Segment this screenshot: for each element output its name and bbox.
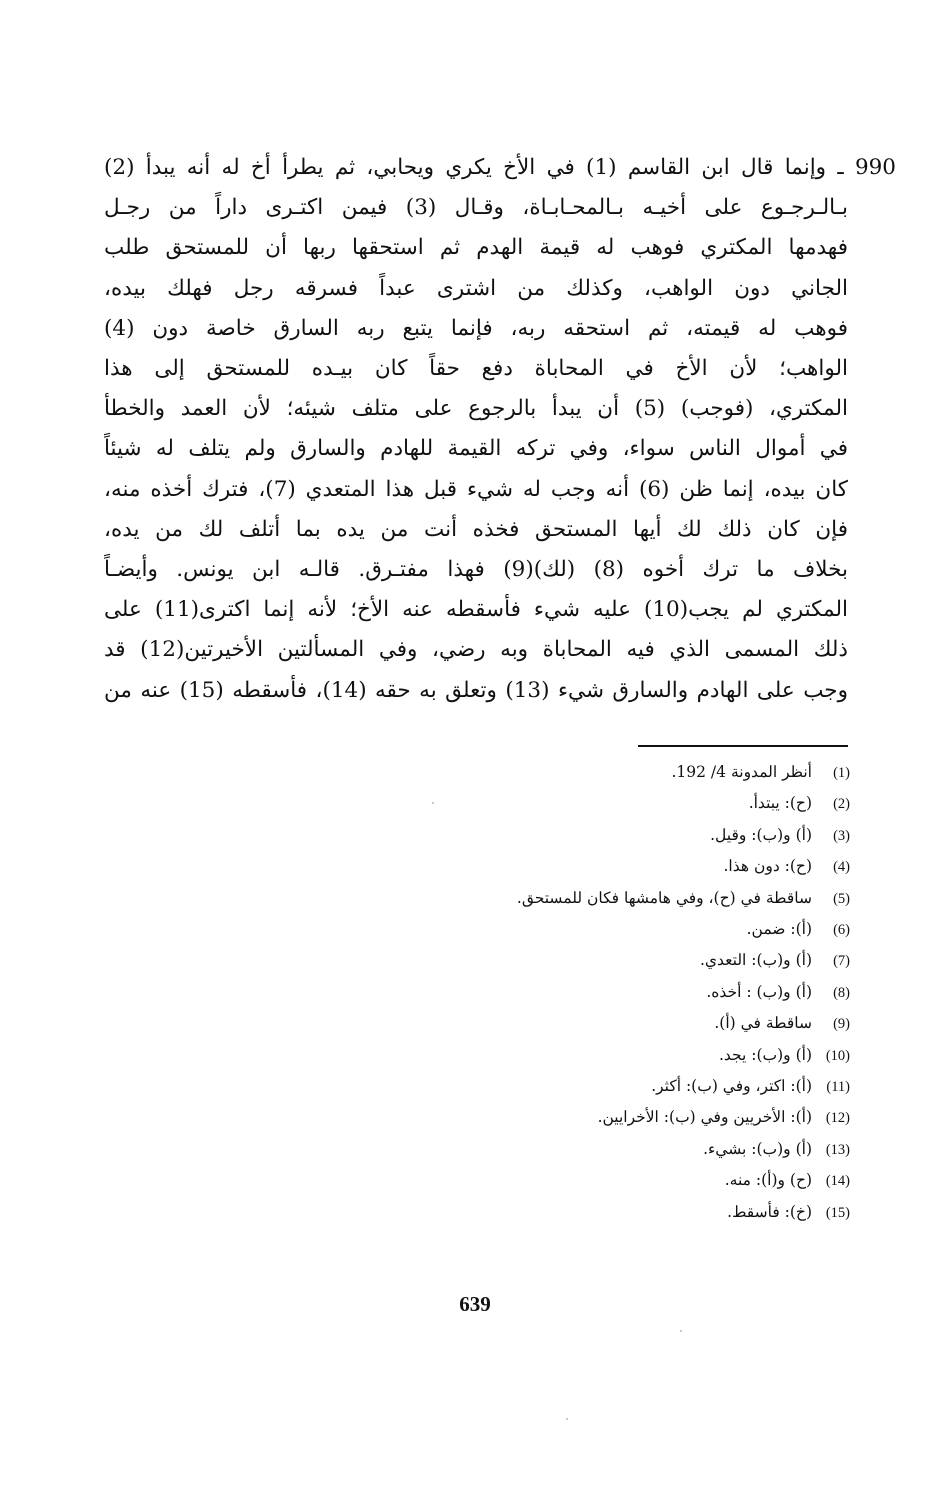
footnote-item — [250, 1008, 850, 1039]
footnote-number: (11) — [826, 1079, 850, 1096]
text-line: فوهب له قيمته، ثم استحقه ربه، فإنما يتبع ربه السارق خاصة دون (4) — [104, 315, 848, 341]
text-line: بخلاف ما ترك أخوه (8) (لك)(9) فهذا مفتـرق. قالـه ابن يونس. وأيضـاً — [104, 557, 848, 583]
footnote-item — [250, 851, 850, 882]
text-line: الواهب؛ لأن الأخ في المحاباة دفع حقاً كان بيـده للمستحق إلى هذا — [104, 356, 848, 382]
footnote-item — [250, 945, 850, 976]
main-text-block — [104, 148, 896, 711]
text-line: ذلك المسمى الذي فيه المحاباة وبه رضي، وفي المسألتين الأخيرتين(12) قد — [104, 637, 848, 663]
footnote-number: (3) — [833, 827, 850, 844]
footnote-separator — [638, 745, 848, 747]
footnote-number: (5) — [833, 890, 850, 907]
footnote-number: (15) — [825, 1204, 850, 1221]
page-number: 639 — [459, 1292, 491, 1316]
footnote-text: (أ): ضمن. — [746, 920, 812, 939]
text-line: وجب على الهادم والسارق شيء (13) وتعلق به حقه (14)، فأسقطه (15) عنه من — [104, 677, 848, 703]
footnote-text: (خ): فأسقط. — [727, 1202, 812, 1221]
text-line: بـالـرجـوع على أخيـه بـالمحـابـاة، وقـال (3) فيمن اكتـرى داراً من رجـل — [104, 195, 848, 221]
footnote-item — [250, 820, 850, 851]
footnote-number: (13) — [825, 1141, 850, 1158]
scan-speck — [566, 1418, 568, 1420]
footnote-number: (9) — [833, 1016, 850, 1033]
text-line: فإن كان ذلك لك أيها المستحق فخذه أنت من يده بما أتلف لك من يده، — [104, 516, 848, 542]
scan-speck — [432, 802, 434, 804]
text-line: 990 ـ وإنما قال ابن القاسم (1) في الأخ يكري ويحابي، ثم يطرأ أخ له أنه يبدأ (2) — [104, 155, 896, 180]
footnote-text: (أ): الأخريين وفي (ب): الأخرايين. — [597, 1108, 812, 1127]
text-line: فهدمها المكتري فوهب له قيمة الهدم ثم استحقها ربها أن للمستحق طلب — [104, 235, 848, 261]
footnote-item — [250, 1165, 850, 1196]
footnote-item — [250, 977, 850, 1008]
text-line: المكتري لم يجب(10) عليه شيء فأسقطه عنه الأخ؛ لأنه إنما اكترى(11) على — [104, 597, 848, 623]
footnote-number: (10) — [825, 1047, 850, 1064]
footnote-item — [250, 883, 850, 914]
footnote-item — [250, 1040, 850, 1071]
footnote-number: (8) — [833, 984, 850, 1001]
text-line: الجاني دون الواهب، وكذلك من اشترى عبداً فسرقه رجل فهلك بيده، — [104, 275, 848, 301]
footnote-number: (7) — [833, 953, 850, 970]
text-line: كان بيده، إنما ظن (6) أنه وجب له شيء قبل هذا المتعدي (7)، فترك أخذه منه، — [104, 476, 848, 502]
footnote-number: (12) — [825, 1110, 850, 1127]
footnote-text: (أ) و(ب): التعدي. — [699, 951, 812, 970]
footnote-item — [250, 788, 850, 819]
footnote-number: (14) — [825, 1173, 850, 1190]
scan-speck — [680, 1330, 682, 1332]
footnote-number: (2) — [833, 796, 850, 813]
footnote-text: (أ) و(ب) : أخذه. — [706, 982, 812, 1001]
footnote-text: أنظر المدونة 4/ 192. — [671, 763, 812, 781]
text-line: في أموال الناس سواء، وفي تركه القيمة للهادم والسارق ولم يتلف له شيئاً — [104, 436, 848, 462]
footnotes-list — [250, 757, 850, 1228]
footnote-text: (ح): دون هذا. — [723, 857, 812, 876]
footnote-item — [250, 1071, 850, 1102]
footnote-number: (4) — [833, 859, 850, 876]
footnote-text: ساقطة في (ح)، وفي هامشها فكان للمستحق. — [516, 888, 812, 907]
footnote-text: (أ) و(ب): يجد. — [718, 1045, 812, 1064]
footnote-text: ساقطة في (أ). — [714, 1014, 812, 1033]
footnote-number: (1) — [833, 765, 850, 781]
footnote-text: (ح) و(أ): منه. — [724, 1171, 812, 1190]
footnote-item — [250, 914, 850, 945]
footnote-number: (6) — [833, 922, 850, 939]
footnote-text: (أ): اكتر، وفي (ب): أكثر. — [651, 1077, 812, 1096]
footnote-item — [250, 1102, 850, 1133]
footnote-text: (ح): يبتدأ. — [748, 794, 812, 813]
footnote-item — [250, 1197, 850, 1228]
footnote-text: (أ) و(ب): بشيء. — [703, 1139, 812, 1158]
footnote-item — [250, 1134, 850, 1165]
footnote-item — [250, 757, 850, 788]
footnote-text: (أ) و(ب): وقيل. — [710, 825, 812, 844]
text-line: المكتري، (فوجب) (5) أن يبدأ بالرجوع على متلف شيئه؛ لأن العمد والخطأ — [104, 396, 848, 422]
